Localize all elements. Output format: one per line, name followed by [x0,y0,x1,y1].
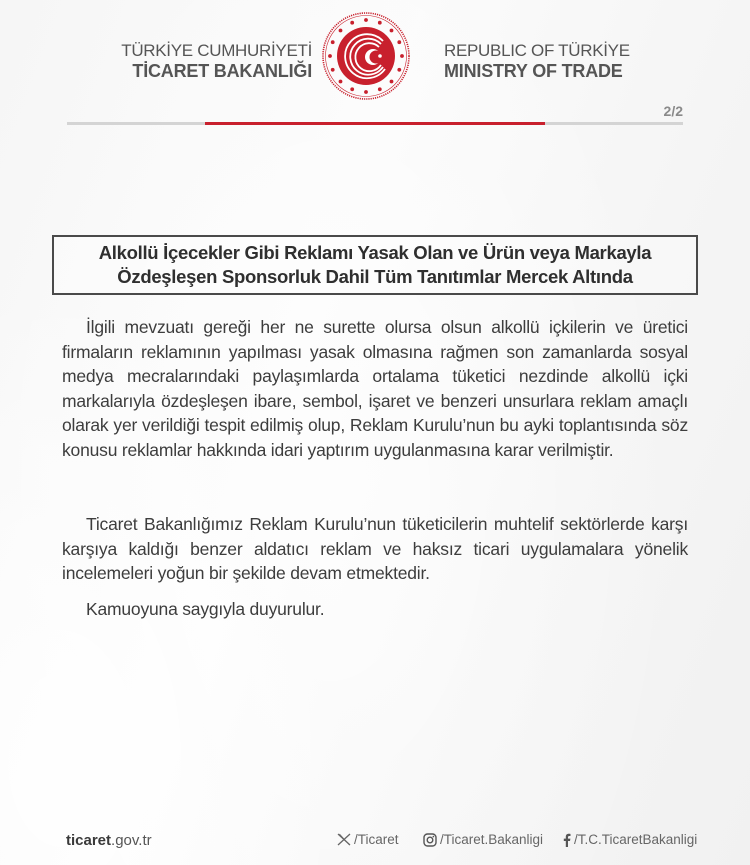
social-facebook-handle: /T.C.TicaretBakanligi [574,832,698,847]
page-indicator: 2/2 [663,103,683,119]
header-divider-accent [205,122,545,125]
header-right-line2: MINISTRY OF TRADE [444,61,623,81]
social-x-link[interactable] [337,832,399,847]
header-left-line2: TİCARET BAKANLIĞI [132,61,312,81]
facebook-icon [562,833,571,847]
body-paragraph-1: İlgili mevzuatı gereği her ne surette olursa olsun alkollü içkilerin ve üretici firmaların reklamının yapılması yasak olmasına rağmen son zamanlarda sosyal medya mecralarındaki paylaşımlarda ortalama tüketici nezdinde alkollü içki markalarıyla özdeşleşen ibare, sembol, işaret ve benzeri unsurlara reklam amaçlı olarak yer verildiği tespit edilmiş olup, Reklam Kurulu’nun bu ayki toplantısında söz konusu reklamlar hakkında idari yaptırım uygulanmasına karar verilmiştir. [62,317,688,460]
instagram-icon [423,833,437,847]
ministry-emblem-icon [321,11,411,101]
website-domain-rest: .gov.tr [111,832,152,849]
body-paragraph-2: Ticaret Bakanlığımız Reklam Kurulu’nun tüketicilerin muhtelif sektörlerde karşı karşıya kaldığı benzer aldatıcı reklam ve haksız ticari uygulamalara yönelik incelemeleri yoğun bir şekilde devam etmektedir. [62,514,688,583]
social-facebook-link[interactable] [562,832,697,847]
header-left-line1: TÜRKİYE CUMHURİYETİ [121,41,312,60]
title-line-1: Alkollü İçecekler Gibi Reklamı Yasak Olan ve Ürün veya Markayla [98,242,652,263]
website-domain-bold: ticaret [66,832,112,849]
announcement-title-box [52,235,698,295]
social-x-handle: /Ticaret [354,832,399,847]
social-instagram-handle: /Ticaret.Bakanligi [440,832,544,847]
title-line-2: Özdeşleşen Sponsorluk Dahil Tüm Tanıtımlar Mercek Altında [117,266,633,287]
website-link[interactable] [66,832,152,849]
body-paragraph-3: Kamuoyuna saygıyla duyurulur. [86,599,325,619]
header-right-line1: REPUBLIC OF TÜRKİYE [444,41,630,60]
x-icon [337,833,351,846]
header-turkish-name [112,40,312,82]
social-instagram-link[interactable] [423,832,543,847]
header-english-name [444,40,664,82]
